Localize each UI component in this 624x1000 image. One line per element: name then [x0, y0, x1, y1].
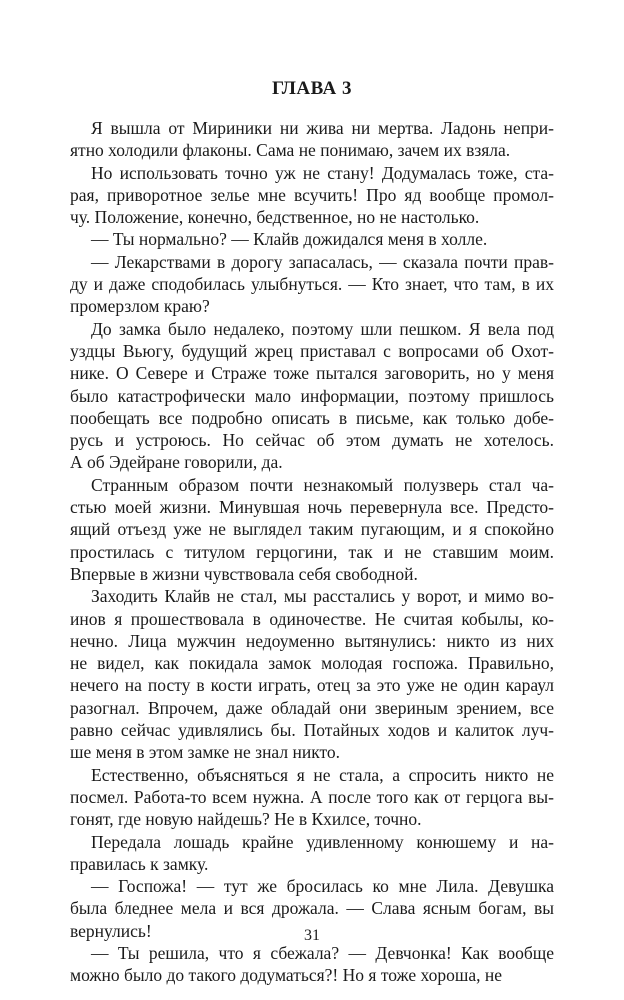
text-line: нике. О Севере и Страже тоже пытался заговорить, но у меня — [70, 363, 554, 384]
text-line: рая, приворотное зелье мне всучить! Про яд вообще промол- — [70, 184, 554, 205]
text-line: разогнал. Впрочем, даже обладай они звериным зрением, все — [70, 697, 554, 718]
page-number: 31 — [304, 927, 320, 944]
text-line: А об Эдейране говорили, да. — [70, 452, 283, 473]
text-line: можно было до такого додуматься?! Но я тоже хороша, не — [70, 965, 503, 986]
text-line: — Лекарствами в дорогу запасалась, — сказала почти прав- — [91, 251, 554, 272]
text-line: Заходить Клайв не стал, мы расстались у ворот, и мимо во- — [91, 586, 554, 607]
text-line: ящий отъезд уже не выглядел таким пугающим, и я спокойно — [70, 519, 554, 540]
text-line: ятно холодили флаконы. Сама не понимаю, зачем их взяла. — [70, 140, 511, 161]
text-line: пообещать все подробно описать в письме, как только добе- — [70, 407, 554, 428]
paragraph — [70, 162, 554, 229]
paragraph — [70, 831, 554, 876]
text-line: не видел, как покидала замок молодая госпожа. Правильно, — [70, 653, 554, 674]
text-line: вернулись! — [70, 920, 152, 941]
text-line: уздцы Вьюгу, будущий жрец приставал с вопросами об Охот- — [70, 340, 554, 361]
text-line: промерзлом краю? — [70, 296, 210, 317]
text-line: русь и устроюсь. Но сейчас об этом думать не хотелось. — [70, 430, 554, 451]
text-line: простилась с титулом герцогини, так и не ставшим моим. — [70, 541, 554, 562]
text-line: посмел. Работа-то всем нужна. А после того как от герцога вы- — [70, 786, 554, 807]
paragraph — [70, 117, 554, 162]
text-line: инов я прошествовала в одиночестве. Не считая кобылы, ко- — [70, 608, 554, 629]
text-line: До замка было недалеко, поэтому шли пешком. Я вела под — [91, 318, 554, 339]
paragraph — [70, 942, 554, 987]
text-line: Но использовать точно уж не стану! Додумалась тоже, ста- — [91, 162, 554, 183]
paragraph — [70, 318, 554, 474]
text-line: ду и даже сподобилась улыбнуться. — Кто знает, что там, в их — [70, 274, 554, 295]
text-line: — Ты решила, что я сбежала? — Девчонка! Как вообще — [91, 942, 554, 963]
text-line: правилась к замку. — [70, 853, 209, 874]
text-line: ше меня в этом замке не знал никто. — [70, 742, 341, 763]
text-line: Впервые в жизни чувствовала себя свободной. — [70, 563, 418, 584]
paragraph — [70, 251, 554, 318]
text-line: нечно. Лица мужчин недоуменно вытянулись: никто из них — [70, 630, 554, 651]
text-line: — Ты нормально? — Клайв дожидался меня в холле. — [91, 229, 488, 250]
chapter-title: ГЛАВА 3 — [271, 78, 353, 99]
text-line: равно сейчас удивлялись бы. Потайных ходов и калиток луч- — [70, 720, 554, 741]
text-line: была бледнее мела и вся дрожала. — Слава ясным богам, вы — [70, 898, 554, 919]
body-text — [70, 117, 554, 987]
text-line: гонят, где новую найдешь? Не в Кхилсе, точно. — [70, 809, 422, 830]
text-line: нечего на посту в кости играть, отец за это уже не один караул — [70, 675, 554, 696]
text-line: было катастрофически мало информации, поэтому пришлось — [70, 385, 554, 406]
paragraph — [70, 764, 554, 831]
text-line: чу. Положение, конечно, бедственное, но не настолько. — [70, 207, 480, 228]
text-line: Передала лошадь крайне удивленному конюшему и на- — [91, 831, 554, 852]
text-line: стью моей жизни. Минувшая ночь перевернула все. Предсто- — [70, 497, 554, 518]
text-line: Естественно, объясняться я не стала, а спросить никто не — [91, 764, 554, 785]
text-line: — Госпожа! — тут же бросилась ко мне Лила. Девушка — [91, 876, 554, 897]
paragraph — [70, 474, 554, 585]
paragraph — [70, 228, 554, 250]
paragraph — [70, 585, 554, 763]
text-line: Я вышла от Мириники ни жива ни мертва. Ладонь непри- — [91, 118, 554, 138]
text-line: Странным образом почти незнакомый полузверь стал ча- — [91, 474, 554, 495]
